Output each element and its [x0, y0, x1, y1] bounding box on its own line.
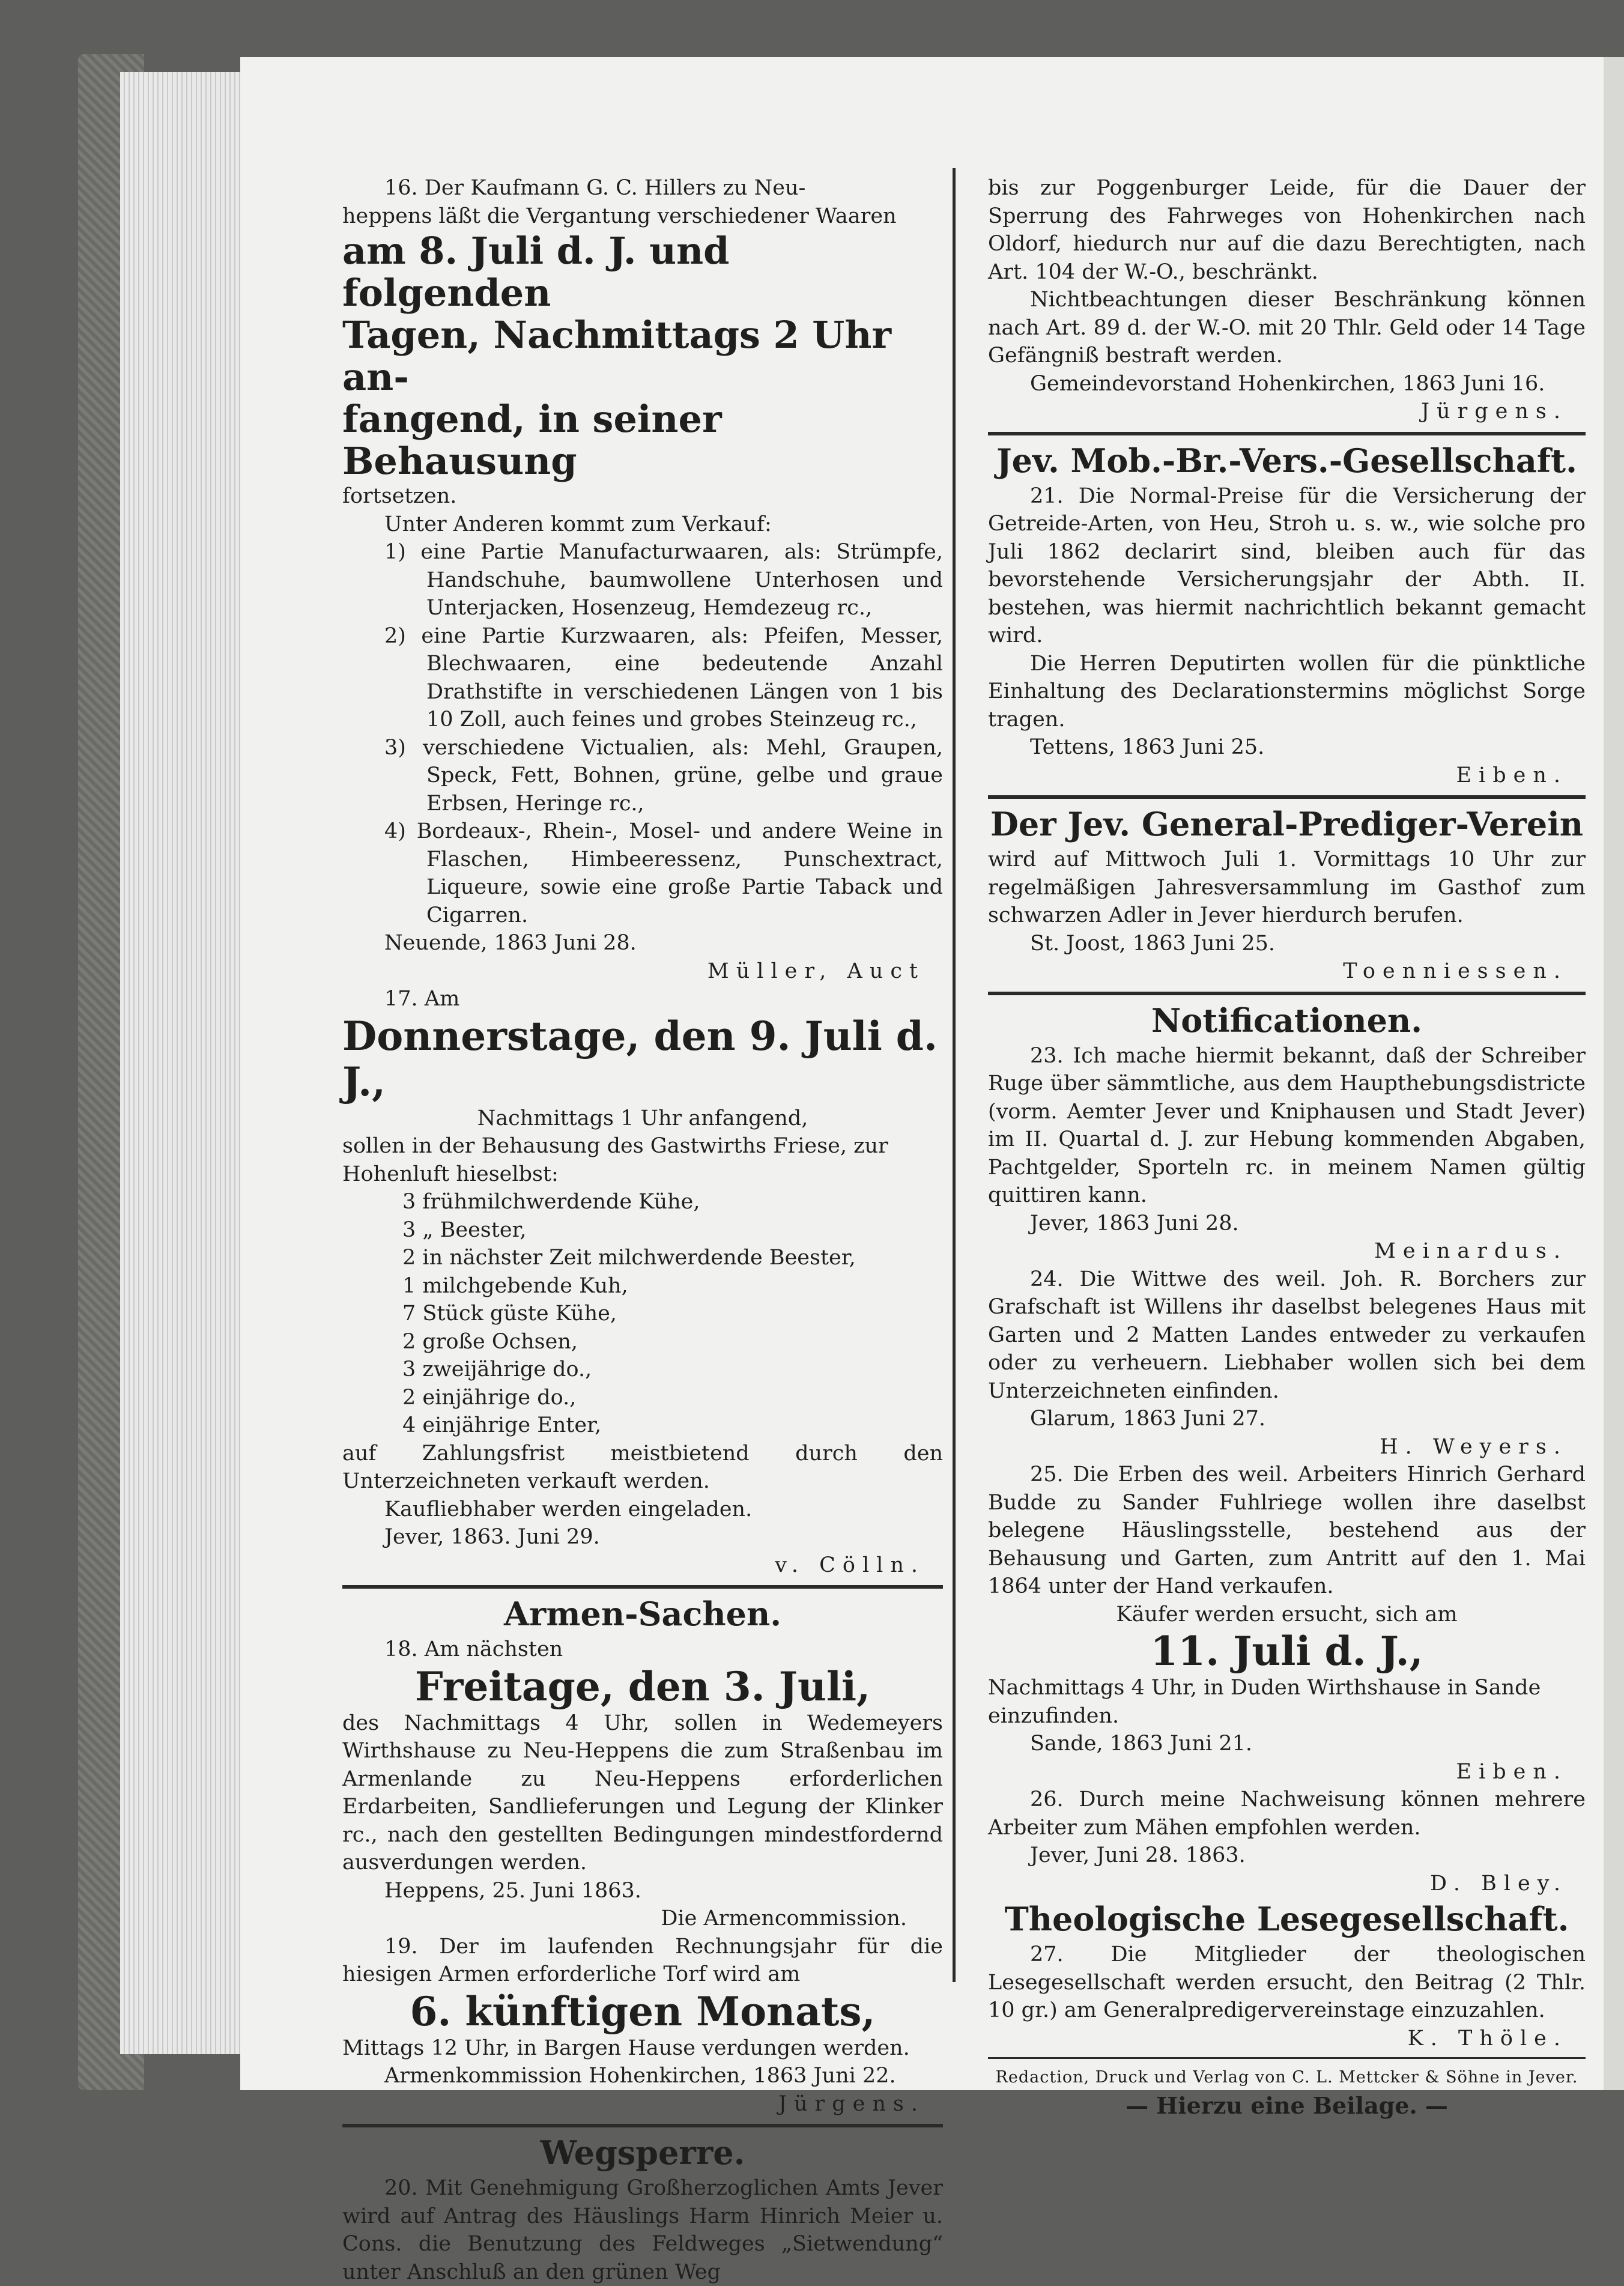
notice-16-item: 2) eine Partie Kurzwaaren, als: Pfeifen, Messer, Blechwaaren, eine bedeutende Anzahl Drathstifte in verschiedenen Längen von 1 bis 10 Zoll, auch feines und grobes Steinzeug rc., [384, 623, 943, 732]
notice-18 [342, 1636, 943, 1933]
notice-16-intro2: heppens läßt die Vergantung verschiedener Waaren [342, 204, 897, 228]
notice-23 [988, 1042, 1586, 1266]
notice-22-body: wird auf Mittwoch Juli 1. Vormittags 10 Uhr zur regelmäßigen Jahresversammlung im Gasthof zum schwarzen Adler in Jever hierdurch berufen. [988, 847, 1586, 927]
notice-16-item: 3) verschiedene Victualien, als: Mehl, Graupen, Speck, Fett, Bohnen, grüne, gelbe und graue Erbsen, Heringe rc., [384, 735, 943, 816]
notice-24 [988, 1266, 1586, 1461]
notice-27 [988, 1941, 1586, 2052]
notice-17-list-item: 7 Stück güste Kühe, [402, 1302, 617, 1326]
notice-17-list-item: 3 zweijährige do., [402, 1357, 592, 1381]
section-heading-notificationen: Notificationen. [1151, 1001, 1423, 1040]
section-rule [988, 432, 1586, 435]
notice-17-intro: 17. Am [384, 987, 460, 1011]
notice-25-body3: Nachmittags 4 Uhr, in Duden Wirthshause in Sande einzufinden. [988, 1676, 1541, 1728]
notice-25-big: 11. Juli d. J., [1150, 1628, 1423, 1675]
notice-17-list-item: 3 frühmilchwerdende Kühe, [402, 1190, 700, 1214]
footer-rule [988, 2057, 1586, 2059]
notice-24-signer: H. Weyers. [1380, 1434, 1568, 1459]
notice-17-line: auf Zahlungsfrist meistbietend durch den Unterzeichneten verkauft werden. [342, 1441, 943, 1493]
notice-19-place: Armenkommission Hohenkirchen, 1863 Juni 22. [384, 2064, 896, 2088]
notice-19-signer: Jürgens. [778, 2091, 925, 2116]
notice-25-body2: Käufer werden ersucht, sich am [1116, 1602, 1458, 1627]
notice-25 [988, 1461, 1586, 1786]
notice-23-place: Jever, 1863 Juni 28. [1030, 1211, 1239, 1235]
notice-24-place: Glarum, 1863 Juni 27. [1030, 1407, 1266, 1431]
notice-17-line: Nachmittags 1 Uhr anfangend, [477, 1106, 808, 1130]
page-stack-edges [120, 72, 252, 2054]
notice-16-place: Neuende, 1863 Juni 28. [384, 931, 637, 955]
notice-18-big: Freitage, den 3. Juli, [414, 1663, 871, 1710]
section-heading-theologische: Theologische Lesegesellschaft. [1004, 1900, 1569, 1938]
notice-25-place: Sande, 1863 Juni 21. [1030, 1732, 1253, 1756]
notice-17-big: Donnerstage, den 9. Juli d. J., [342, 1012, 938, 1105]
notice-20 [342, 2174, 943, 2286]
imprint-footer: Redaction, Druck und Verlag von C. L. Mettcker & Söhne in Jever. [995, 2068, 1578, 2087]
section-heading-mob: Jev. Mob.-Br.-Vers.-Gesellschaft. [996, 441, 1577, 480]
notice-22 [988, 846, 1586, 986]
notice-26-place: Jever, Juni 28. 1863. [1030, 1843, 1246, 1867]
notice-17-list-item: 4 einjährige Enter, [402, 1413, 602, 1437]
notice-25-signer: Eiben. [1456, 1759, 1568, 1784]
notice-17-list-item: 2 große Ochsen, [402, 1329, 578, 1354]
notice-22-signer: Toenniessen. [1343, 959, 1568, 983]
notice-19 [342, 1933, 943, 2118]
notice-21-place: Tettens, 1863 Juni 25. [1030, 735, 1265, 759]
notice-21-signer: Eiben. [1456, 763, 1568, 787]
notice-21 [988, 482, 1586, 790]
notice-16-item: 4) Bordeaux-, Rhein-, Mosel- und andere Weine in Flaschen, Himbeeressenz, Punschextract, Liqueure, sowie eine große Partie Taback und Cigarren. [384, 819, 943, 927]
notice-19-body2: Mittags 12 Uhr, in Bargen Hause verdungen werden. [342, 2036, 910, 2060]
notice-16-line: fortsetzen. [342, 484, 457, 508]
notice-17-list-item: 2 einjährige do., [402, 1385, 577, 1410]
notice-17-place: Jever, 1863. Juni 29. [384, 1525, 600, 1549]
notice-21-body2: Die Herren Deputirten wollen für die pünktliche Einhaltung des Declarationstermins möglichst Sorge tragen. [988, 651, 1586, 732]
notice-20-cont-signer: Jürgens. [1420, 399, 1568, 423]
section-rule [342, 1585, 943, 1589]
notice-19-body: 19. Der im laufenden Rechnungsjahr für die hiesigen Armen erforderliche Torf wird am [342, 1934, 943, 1986]
section-rule [988, 992, 1586, 995]
notice-20-body: 20. Mit Genehmigung Großherzoglichen Amts Jever wird auf Antrag des Häuslings Harm Hinrich Meier u. Cons. die Benutzung des Feldweges „Sietwendung“ unter Anschluß an den grünen Weg [342, 2176, 943, 2284]
column-divider [953, 168, 956, 1982]
notice-18-place: Heppens, 25. Juni 1863. [384, 1878, 641, 1903]
notice-27-body: 27. Die Mitglieder der theologischen Lesegesellschaft werden ersucht, den Beitrag (2 Thlr. 10 gr.) am Generalpredigervereinstage einzuzahlen. [988, 1942, 1586, 2022]
notice-25-body: 25. Die Erben des weil. Arbeiters Hinrich Gerhard Budde zu Sander Fuhlriege wollen ihre daselbst belegene Häuslingsstelle, bestehend aus der Behausung und Garten, zum Antritt auf den 1. Mai 1864 unter der Hand verkaufen. [988, 1463, 1586, 1598]
notice-16-big-1: am 8. Juli d. J. und folgenden [342, 229, 730, 315]
notice-17-line: sollen in der Behausung des Gastwirths Friese, zur Hohenluft hieselbst: [342, 1134, 888, 1186]
notice-20-cont-body2: Nichtbeachtungen dieser Beschränkung können nach Art. 89 d. der W.-O. mit 20 Thlr. Geld oder 14 Tage Gefängniß bestraft werden. [988, 288, 1586, 368]
notice-18-signer: Die Armencommission. [661, 1906, 907, 1930]
notice-20-continued [988, 174, 1586, 426]
left-column [342, 174, 943, 2286]
notice-20-cont-place: Gemeindevorstand Hohenkirchen, 1863 Juni 16. [1030, 371, 1545, 396]
supplement-note: — Hierzu eine Beilage. — [1126, 2091, 1448, 2119]
notice-26-signer: D. Bley. [1430, 1871, 1568, 1896]
notice-16-big-2: Tagen, Nachmittags 2 Uhr an- [342, 313, 892, 399]
notice-22-place: St. Joost, 1863 Juni 25. [1030, 931, 1276, 956]
notice-16-intro: 16. Der Kaufmann G. C. Hillers zu Neu- [384, 176, 806, 200]
section-heading-armen: Armen-Sachen. [503, 1595, 782, 1633]
notice-17-list-item: 2 in nächster Zeit milchwerdende Beester, [402, 1246, 856, 1270]
section-heading-wegsperre: Wegsperre. [540, 2133, 745, 2172]
section-rule [988, 795, 1586, 799]
notice-17 [342, 985, 943, 1579]
notice-16-line: Unter Anderen kommt zum Verkauf: [384, 512, 772, 536]
notice-17-list-item: 3 „ Beester, [402, 1217, 527, 1242]
right-column [988, 174, 1586, 2120]
facing-page-edge [1604, 57, 1624, 2090]
notice-18-body: des Nachmittags 4 Uhr, sollen in Wedemeyers Wirthshause zu Neu-Heppens die zum Straßenbau im Armenlande zu Neu-Heppens erforderlichen Erdarbeiten, Sandlieferungen und Legung der Klinker rc., nach den gestellten Bedingungen mindestfordernd ausverdungen werden. [342, 1711, 943, 1875]
notice-27-signer: K. Thöle. [1407, 2026, 1568, 2051]
notice-16-item: 1) eine Partie Manufacturwaaren, als: Strümpfe, Handschuhe, baumwollene Unterhosen und Unterjacken, Hosenzeug, Hemdezeug rc., [384, 540, 943, 620]
notice-17-list-item: 1 milchgebende Kuh, [402, 1273, 628, 1298]
notice-16-signer: Müller, Auct [707, 959, 925, 983]
notice-26 [988, 1786, 1586, 1897]
notice-16-big-3: fangend, in seiner Behausung [342, 397, 722, 483]
notice-17-line: Kaufliebhaber werden eingeladen. [384, 1497, 753, 1521]
section-heading-verein: Der Jev. General-Prediger-Verein [990, 805, 1583, 843]
notice-24-body: 24. Die Wittwe des weil. Joh. R. Borchers zur Grafschaft ist Willens ihr daselbst belegenes Haus mit Garten und 2 Matten Landes entweder zu verkaufen oder zu verheuern. Liebhaber wollen sich bei dem Unterzeichneten einfinden. [988, 1267, 1586, 1403]
notice-18-intro: 18. Am nächsten [384, 1637, 563, 1661]
notice-23-body: 23. Ich mache hiermit bekannt, daß der Schreiber Ruge über sämmtliche, aus dem Haupthebungsdistricte (vorm. Aemter Jever und Kniphausen und Stadt Jever) im II. Quartal d. J. zur Hebung kommenden Abgaben, Pachtgelder, Sporteln rc. in meinem Namen gültig quittiren kann. [988, 1043, 1586, 1207]
notice-17-signer: v. Cölln. [775, 1553, 925, 1577]
notice-23-signer: Meinardus. [1374, 1239, 1568, 1263]
notice-19-big: 6. künftigen Monats, [410, 1987, 876, 2035]
notice-26-body: 26. Durch meine Nachweisung können mehrere Arbeiter zum Mähen empfohlen werden. [988, 1787, 1586, 1840]
notice-16 [342, 174, 943, 985]
notice-20-cont-body: bis zur Poggenburger Leide, für die Dauer der Sperrung des Fahrweges von Hohenkirchen nach Oldorf, hiedurch nur auf die dazu Berechtigten, nach Art. 104 der W.-O., beschränkt. [988, 176, 1586, 284]
notice-21-body: 21. Die Normal-Preise für die Versicherung der Getreide-Arten, von Heu, Stroh u. s. w., wie solche pro Juli 1862 declarirt sind, bleiben auch für das bevorstehende Versicherungsjahr der Abth. II. bestehen, was hiermit nachrichtlich bekannt gemacht wird. [988, 484, 1586, 647]
section-rule [342, 2124, 943, 2127]
